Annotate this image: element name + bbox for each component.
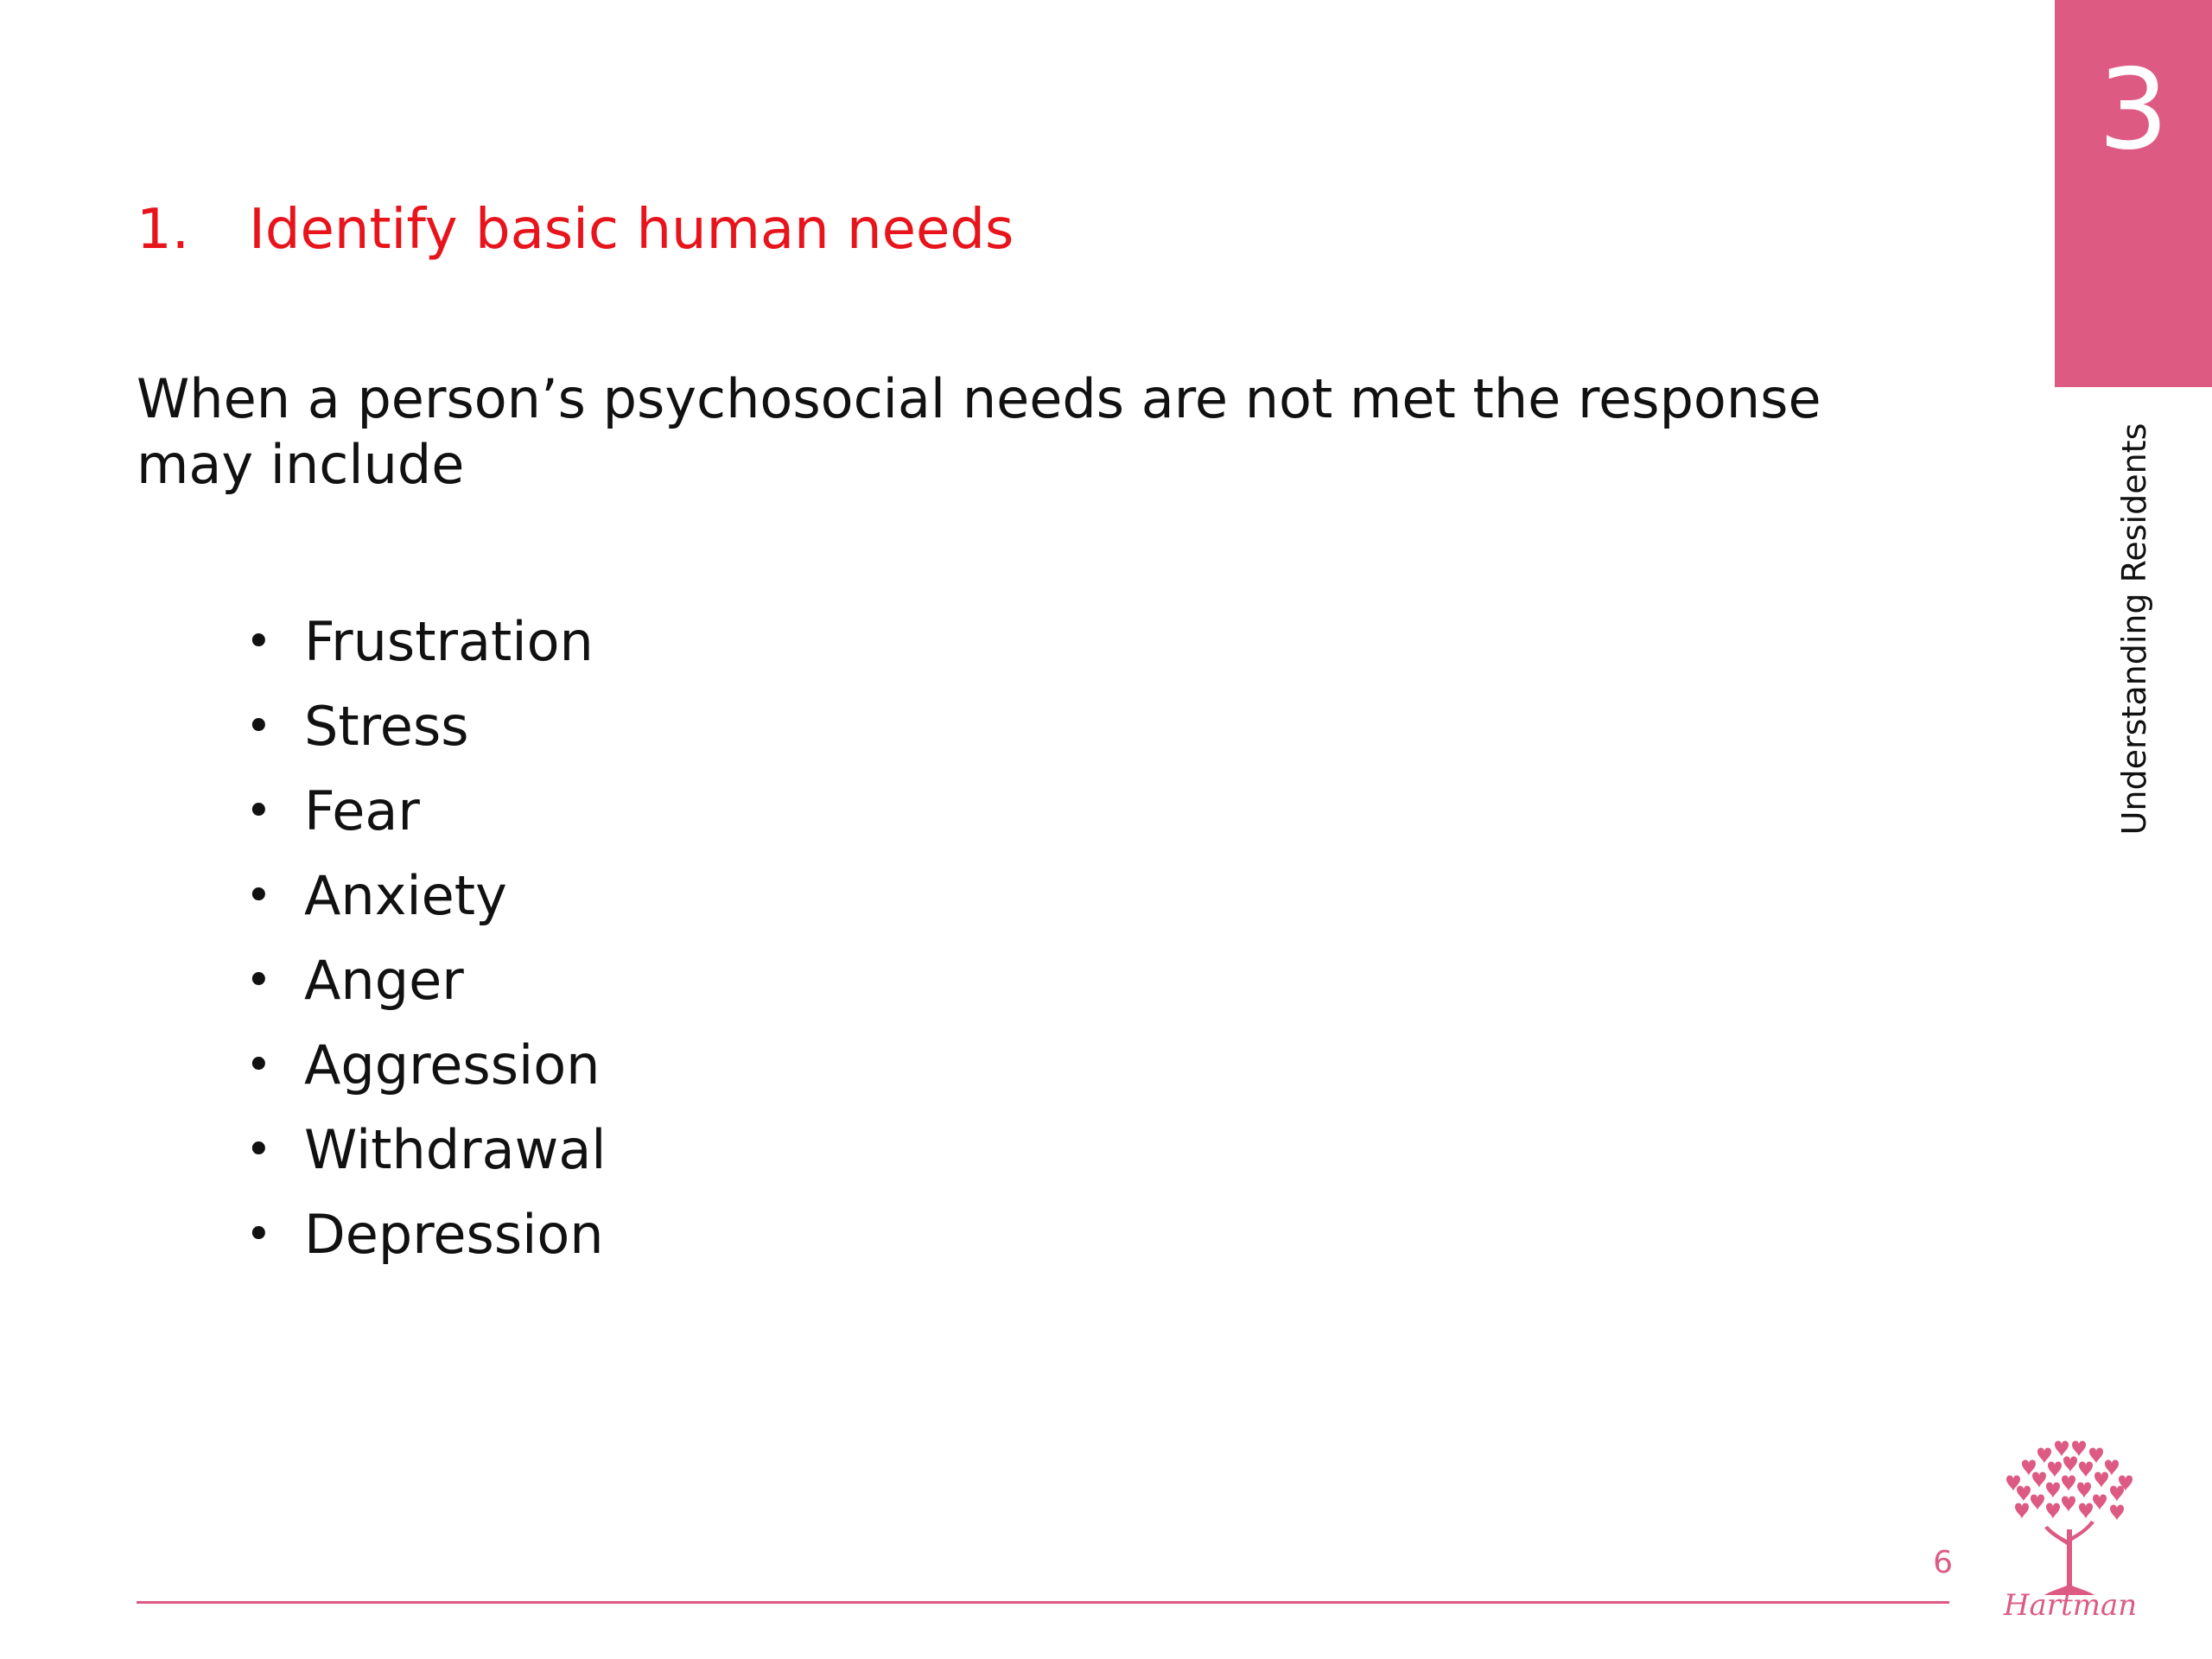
bullet-dot-icon: • bbox=[245, 1124, 272, 1176]
bullet-text: Depression bbox=[304, 1203, 604, 1266]
chapter-number: 3 bbox=[2098, 46, 2169, 175]
logo-wordmark: Hartman bbox=[2003, 1588, 2138, 1623]
bullet-dot-icon: • bbox=[245, 1209, 272, 1261]
bullet-text: Frustration bbox=[304, 610, 594, 673]
bullet-item bbox=[245, 1023, 607, 1108]
bullet-item bbox=[245, 1192, 607, 1277]
heading-text: Identify basic human needs bbox=[249, 198, 1014, 262]
bullet-dot-icon: • bbox=[245, 701, 272, 753]
footer-divider bbox=[137, 1601, 1949, 1604]
bullet-dot-icon: • bbox=[245, 1039, 272, 1091]
bullet-dot-icon: • bbox=[245, 785, 272, 837]
bullet-list bbox=[245, 600, 607, 1277]
bullet-dot-icon: • bbox=[245, 870, 272, 922]
bullet-text: Anger bbox=[304, 949, 464, 1012]
bullet-dot-icon: • bbox=[245, 616, 272, 668]
bullet-item bbox=[245, 769, 607, 854]
bullet-text: Aggression bbox=[304, 1033, 601, 1096]
bullet-item bbox=[245, 600, 607, 684]
heading-number: 1. bbox=[137, 198, 190, 262]
bullet-item bbox=[245, 684, 607, 769]
bullet-text: Anxiety bbox=[304, 864, 507, 927]
bullet-item bbox=[245, 1108, 607, 1192]
chapter-tab bbox=[2055, 0, 2212, 387]
chapter-side-label: Understanding Residents bbox=[2115, 423, 2153, 836]
bullet-item bbox=[245, 854, 607, 938]
bullet-text: Stress bbox=[304, 695, 469, 758]
intro-paragraph: When a person’s psychosocial needs are not met the response may include bbox=[137, 367, 1821, 496]
bullet-text: Fear bbox=[304, 779, 420, 842]
bullet-text: Withdrawal bbox=[304, 1118, 607, 1181]
page-number: 6 bbox=[1933, 1545, 1953, 1580]
bullet-item bbox=[245, 938, 607, 1023]
slide-heading bbox=[137, 195, 1014, 264]
bullet-dot-icon: • bbox=[245, 955, 272, 1007]
